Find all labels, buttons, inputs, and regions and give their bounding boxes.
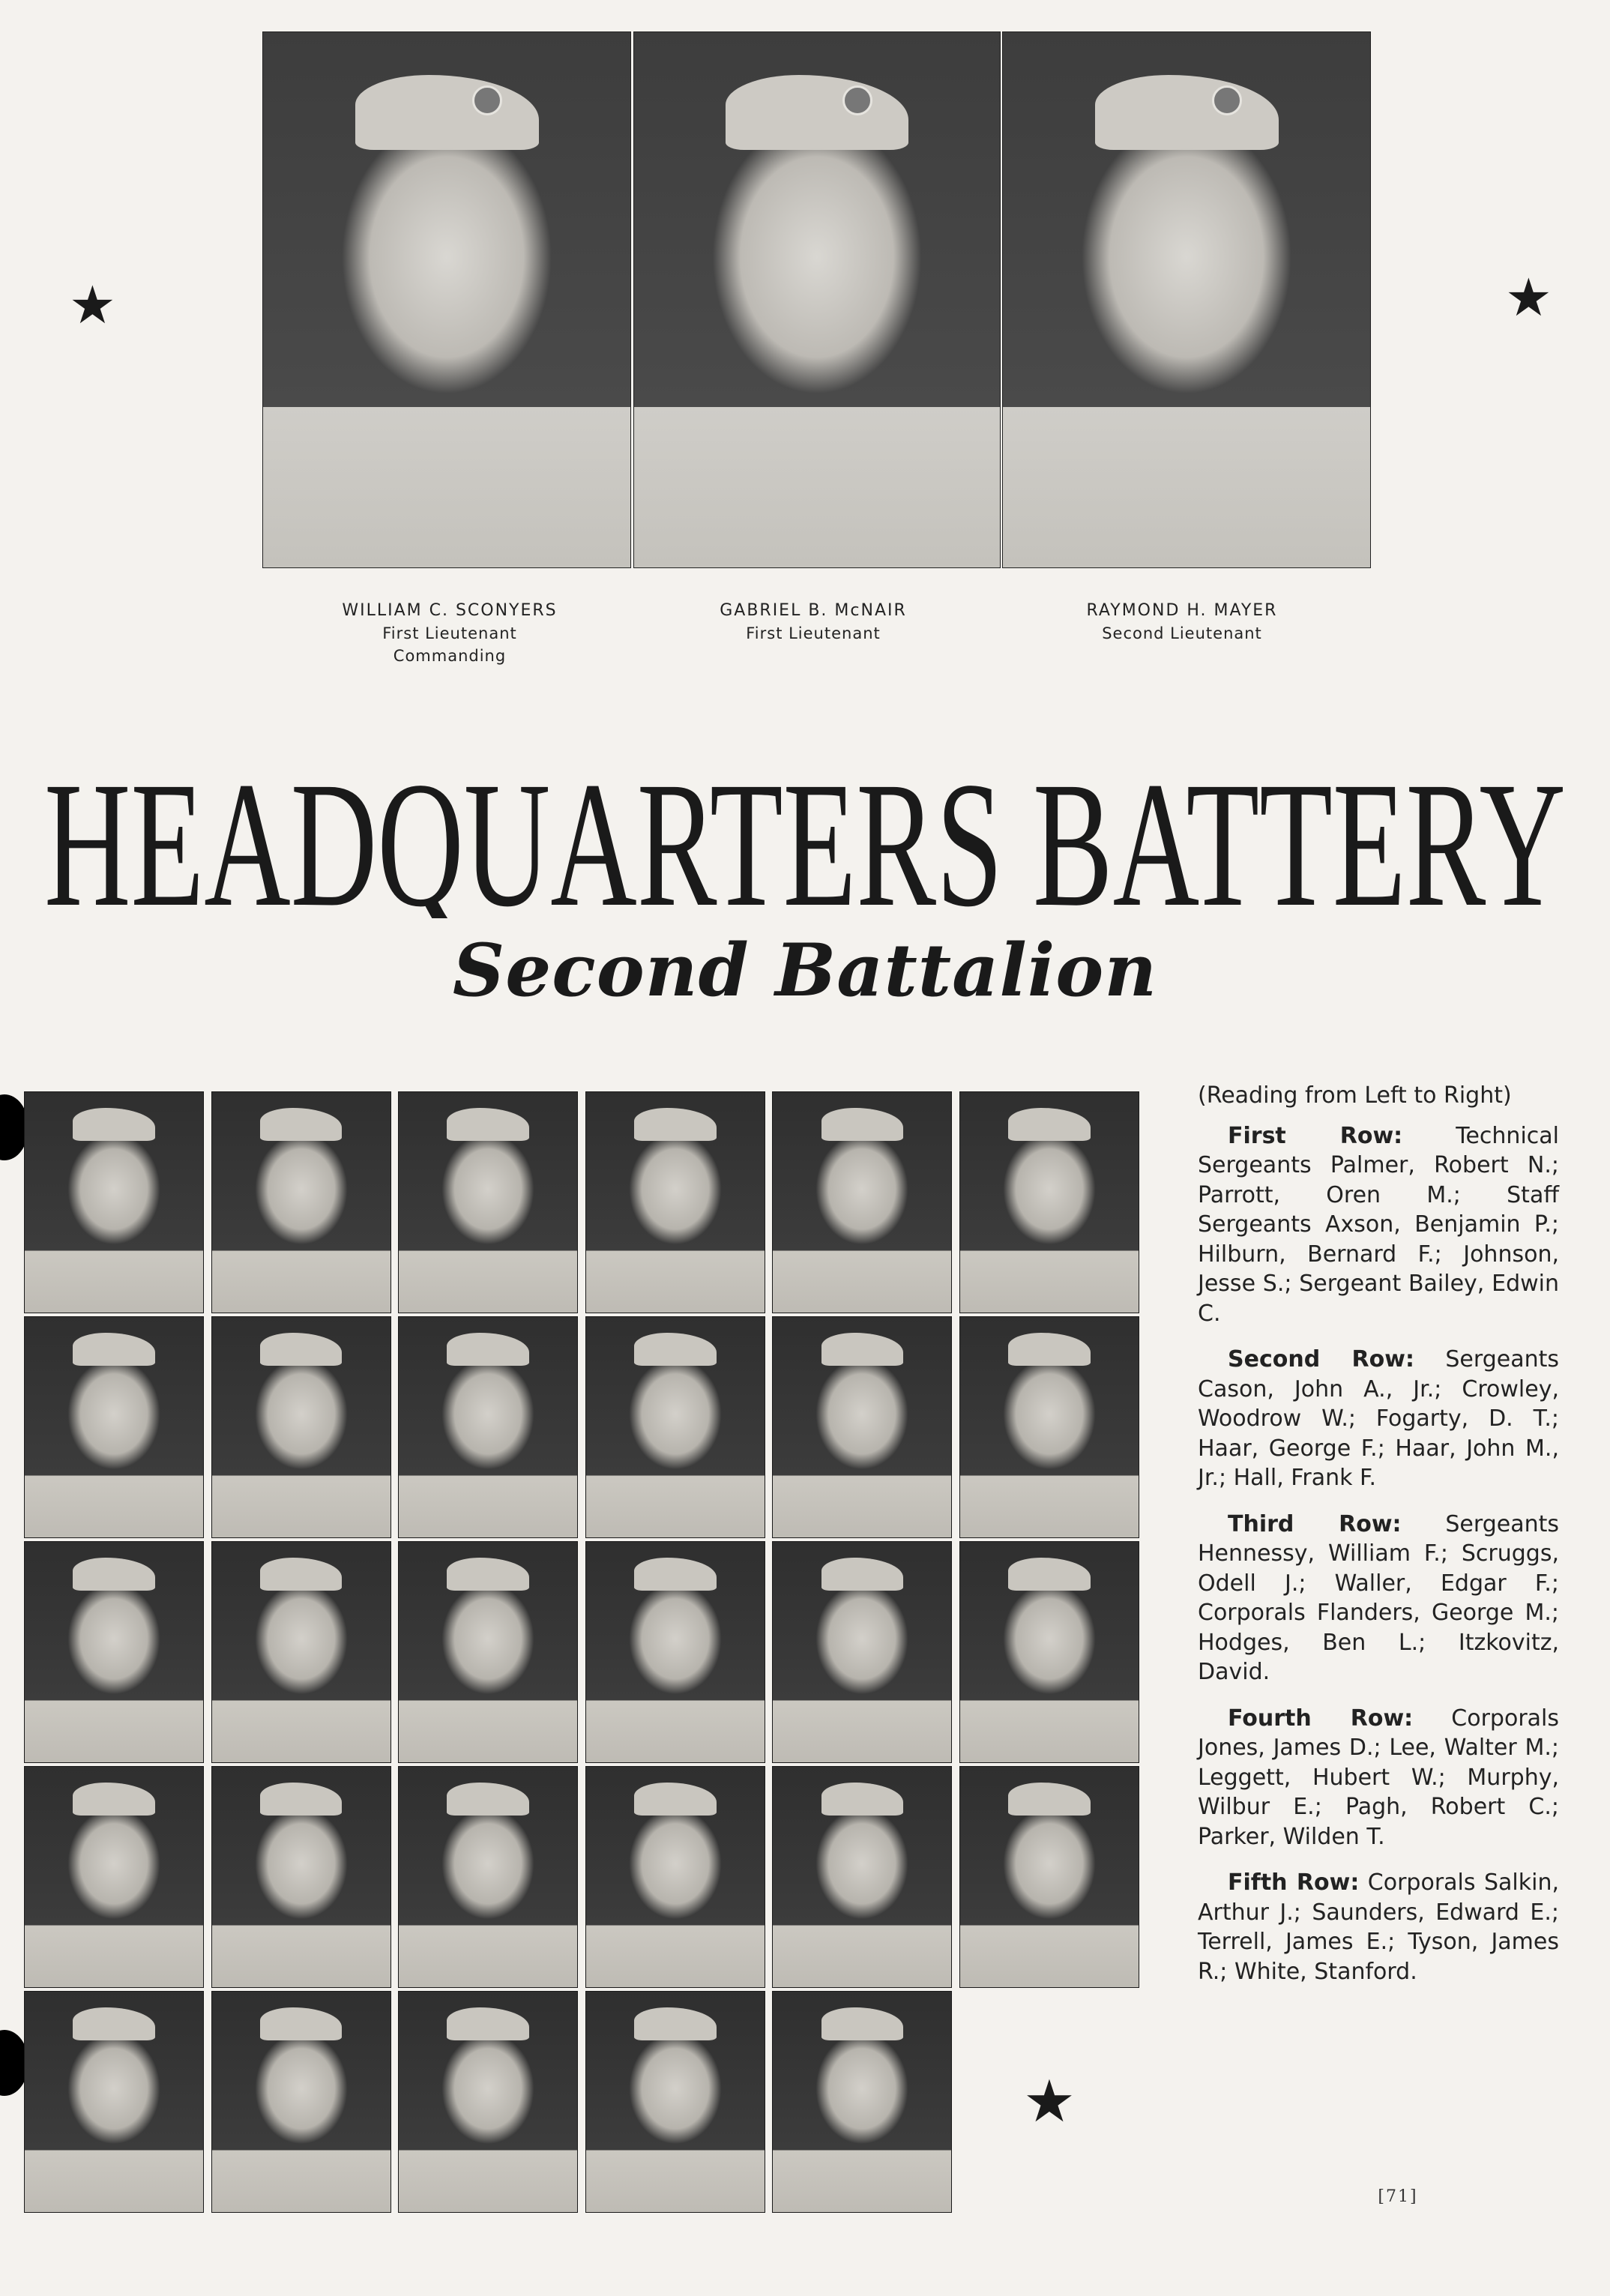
- roster-photo: [211, 1991, 391, 2213]
- roster-photo: [959, 1766, 1139, 1988]
- roster-intro: (Reading from Left to Right): [1198, 1082, 1512, 1109]
- roster-photo: [211, 1091, 391, 1313]
- roster-row-4: [1198, 1704, 1559, 1852]
- roster-photo: [398, 1091, 578, 1313]
- star-icon: ★: [1505, 267, 1552, 328]
- page-subtitle: Second Battalion: [452, 928, 1158, 1013]
- roster-photo: [211, 1766, 391, 1988]
- roster-photo: [398, 1316, 578, 1538]
- row-names: Sergeants Cason, John A., Jr.; Crowley, Woodrow W.; Fogarty, D. T.; Haar, George F.; Haar, John M., Jr.; Hall, Frank F.: [1198, 1346, 1559, 1491]
- roster-photo: [398, 1991, 578, 2213]
- officer-photo-mcnair: [633, 31, 1001, 568]
- roster-photo: [585, 1091, 765, 1313]
- roster-photo: [398, 1766, 578, 1988]
- star-icon: ★: [1023, 2068, 1076, 2136]
- roster-photo: [772, 1991, 952, 2213]
- page-number: [71]: [1378, 2187, 1418, 2206]
- roster-photo: [772, 1766, 952, 1988]
- officer-photo-sconyers: [262, 31, 631, 568]
- roster-photo: [959, 1541, 1139, 1763]
- row-label: Third Row:: [1228, 1510, 1402, 1537]
- roster-row-3: [1198, 1510, 1559, 1687]
- roster-photo: [24, 1316, 204, 1538]
- officer-name: WILLIAM C. SCONYERS: [342, 601, 558, 620]
- officer-name: RAYMOND H. MAYER: [1086, 601, 1278, 620]
- roster-photo: [772, 1091, 952, 1313]
- row-names: Technical Sergeants Palmer, Robert N.; Parrott, Oren M.; Staff Sergeants Axson, Benjamin P.; Hilburn, Bernard F.; Johnson, Jesse S.; Sergeant Bailey, Edwin C.: [1198, 1122, 1559, 1327]
- roster-photo: [585, 1316, 765, 1538]
- star-icon: ★: [69, 274, 116, 336]
- roster-photo: [772, 1316, 952, 1538]
- officer-rank: First Lieutenant: [382, 624, 517, 642]
- officer-rank: First Lieutenant: [746, 624, 881, 642]
- roster-photo: [24, 1541, 204, 1763]
- roster-photo: [24, 1766, 204, 1988]
- roster-photo: [24, 1991, 204, 2213]
- row-names: Corporals Salkin, Arthur J.; Saunders, Edward E.; Terrell, James E.; Tyson, James R.; White, Stanford.: [1198, 1869, 1559, 1985]
- row-names: Corporals Jones, James D.; Lee, Walter M.; Leggett, Hubert W.; Murphy, Wilbur E.; Pagh, Robert C.; Parker, Wilden T.: [1198, 1705, 1559, 1850]
- row-label: Second Row:: [1228, 1346, 1414, 1373]
- row-label: Fourth Row:: [1228, 1705, 1414, 1732]
- roster-row-2: [1198, 1345, 1559, 1493]
- roster-photo: [959, 1091, 1139, 1313]
- roster-photo: [211, 1541, 391, 1763]
- roster-photo: [585, 1766, 765, 1988]
- roster-photo-grid: [24, 1091, 1139, 2213]
- officer-caption: [1025, 600, 1339, 645]
- empty-cell: [959, 1991, 1139, 2213]
- officer-role: Commanding: [393, 647, 507, 665]
- roster-photo: [398, 1541, 578, 1763]
- officer-caption: [656, 600, 971, 645]
- roster-photo: [959, 1316, 1139, 1538]
- roster-photo: [24, 1091, 204, 1313]
- roster-photo: [772, 1541, 952, 1763]
- row-label: Fifth Row:: [1228, 1869, 1360, 1896]
- roster-photo: [585, 1541, 765, 1763]
- page-title-text: HEADQUARTERS BATTERY: [44, 744, 1566, 918]
- officer-photo-mayer: [1002, 31, 1371, 568]
- row-label: First Row:: [1228, 1122, 1403, 1149]
- roster-row-5: [1198, 1868, 1559, 1986]
- roster-text: [1198, 1081, 1559, 2003]
- roster-row-1: [1198, 1121, 1559, 1329]
- roster-photo: [211, 1316, 391, 1538]
- row-names: Sergeants Hennessy, William F.; Scruggs, Odell J.; Waller, Edgar F.; Corporals Flanders, George M.; Hodges, Ben L.; Itzkovitz, David.: [1198, 1510, 1559, 1685]
- page-title: [0, 731, 1610, 918]
- officer-rank: Second Lieutenant: [1102, 624, 1262, 642]
- officer-name: GABRIEL B. McNAIR: [720, 601, 907, 620]
- roster-photo: [585, 1991, 765, 2213]
- officer-caption: [292, 600, 607, 667]
